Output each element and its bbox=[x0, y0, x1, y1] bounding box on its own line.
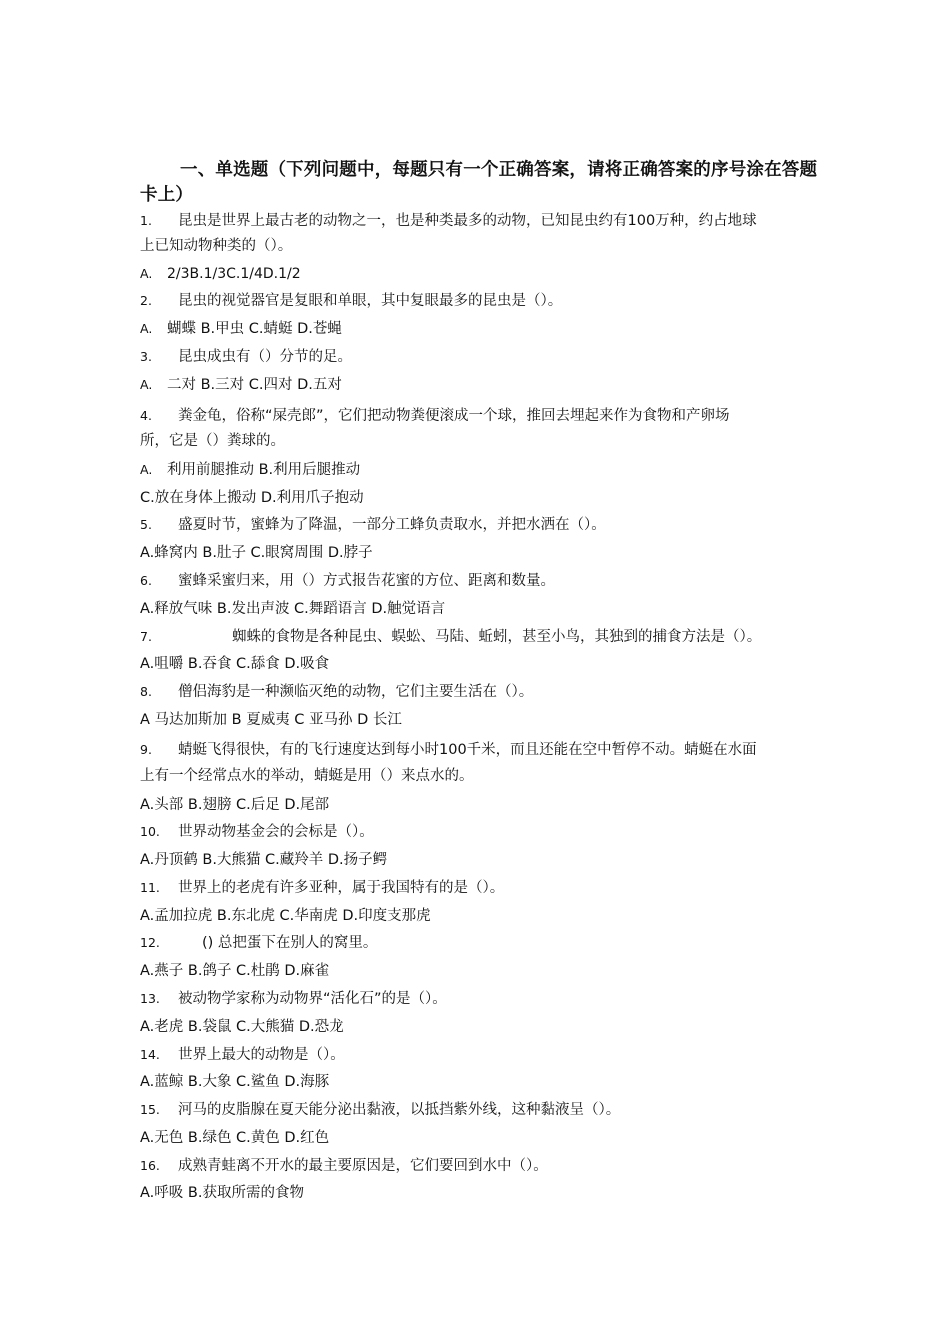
question-4: 4. 粪金龟，俗称“屎壳郎”，它们把动物粪便滚成一个球，推回去埋起来作为食物和产卵场 bbox=[140, 408, 730, 424]
question-7-options: A.咀嚼 B.吞食 C.舔食 D.吸食 bbox=[140, 656, 330, 672]
question-12-options: A.燕子 B.鸽子 C.杜鹃 D.麻雀 bbox=[140, 963, 330, 979]
question-11: 11. 世界上的老虎有许多亚种，属于我国特有的是（）。 bbox=[140, 880, 505, 896]
question-5-options: A.蜂窝内 B.肚子 C.眼窝周围 D.脖子 bbox=[140, 545, 373, 561]
question-10: 10. 世界动物基金会的会标是（）。 bbox=[140, 824, 374, 840]
question-10-options: A.丹顶鹤 B.大熊猫 C.藏羚羊 D.扬子鳄 bbox=[140, 852, 388, 868]
question-11-options: A.孟加拉虎 B.东北虎 C.华南虎 D.印度支那虎 bbox=[140, 908, 431, 924]
question-16: 16. 成熟青蛙离不开水的最主要原因是，它们要回到水中（）。 bbox=[140, 1158, 548, 1174]
question-14-options: A.蓝鲸 B.大象 C.鲨鱼 D.海豚 bbox=[140, 1074, 330, 1090]
question-2-options: A. 蝴蝶 B.甲虫 C.蜻蜓 D.苍蝇 bbox=[140, 321, 342, 337]
question-5: 5. 盛夏时节，蜜蜂为了降温，一部分工蜂负责取水，并把水洒在（）。 bbox=[140, 517, 606, 533]
question-3-options: A. 二对 B.三对 C.四对 D.五对 bbox=[140, 377, 342, 393]
question-14: 14. 世界上最大的动物是（）。 bbox=[140, 1047, 345, 1063]
question-7: 7. 蜘蛛的食物是各种昆虫、蜈蚣、马陆、蚯蚓，甚至小鸟，其独到的捕食方法是（）。 bbox=[140, 629, 762, 645]
question-13: 13. 被动物学家称为动物界“活化石”的是（）。 bbox=[140, 991, 447, 1007]
question-13-options: A.老虎 B.袋鼠 C.大熊猫 D.恐龙 bbox=[140, 1019, 344, 1035]
question-6-options: A.释放气味 B.发出声波 C.舞蹈语言 D.触觉语言 bbox=[140, 601, 446, 617]
question-3: 3. 昆虫成虫有（）分节的足。 bbox=[140, 349, 352, 365]
question-1-continued: 上已知动物种类的（）。 bbox=[140, 238, 293, 254]
section-title: 一、单选题（下列问题中，每题只有一个正确答案，请将正确答案的序号涂在答题卡上） bbox=[140, 160, 818, 205]
question-8-options: A 马达加斯加 B 夏威夷 C 亚马孙 D 长江 bbox=[140, 712, 402, 728]
question-15: 15. 河马的皮脂腺在夏天能分泌出黏液，以抵挡紫外线，这种黏液呈（）。 bbox=[140, 1102, 621, 1118]
question-4-options-line2: C.放在身体上搬动 D.利用爪子抱动 bbox=[140, 490, 364, 506]
question-6: 6. 蜜蜂采蜜归来，用（）方式报告花蜜的方位、距离和数量。 bbox=[140, 573, 555, 589]
question-9-continued: 上有一个经常点水的举动，蜻蜓是用（）来点水的。 bbox=[140, 768, 474, 784]
question-8: 8. 僧侣海豹是一种濒临灭绝的动物，它们主要生活在（）。 bbox=[140, 684, 534, 700]
question-4-continued: 所，它是（）粪球的。 bbox=[140, 433, 285, 449]
question-15-options: A.无色 B.绿色 C.黄色 D.红色 bbox=[140, 1130, 330, 1146]
question-9: 9. 蜻蜓飞得很快，有的飞行速度达到每小时100千米，而且还能在空中暂停不动。蜻蜓在水面 bbox=[140, 742, 757, 758]
question-16-options: A.呼吸 B.获取所需的食物 bbox=[140, 1185, 304, 1201]
question-12: 12. () 总把蛋下在别人的窝里。 bbox=[140, 935, 378, 951]
question-2: 2. 昆虫的视觉器官是复眼和单眼，其中复眼最多的昆虫是（）。 bbox=[140, 293, 563, 309]
question-1: 1. 昆虫是世界上最古老的动物之一，也是种类最多的动物，已知昆虫约有100万种，约占地球 bbox=[140, 213, 757, 229]
question-1-options: A. 2/3B.1/3C.1/4D.1/2 bbox=[140, 266, 301, 282]
question-4-options: A. 利用前腿推动 B.利用后腿推动 bbox=[140, 462, 361, 478]
question-9-options: A.头部 B.翅膀 C.后足 D.尾部 bbox=[140, 797, 330, 813]
